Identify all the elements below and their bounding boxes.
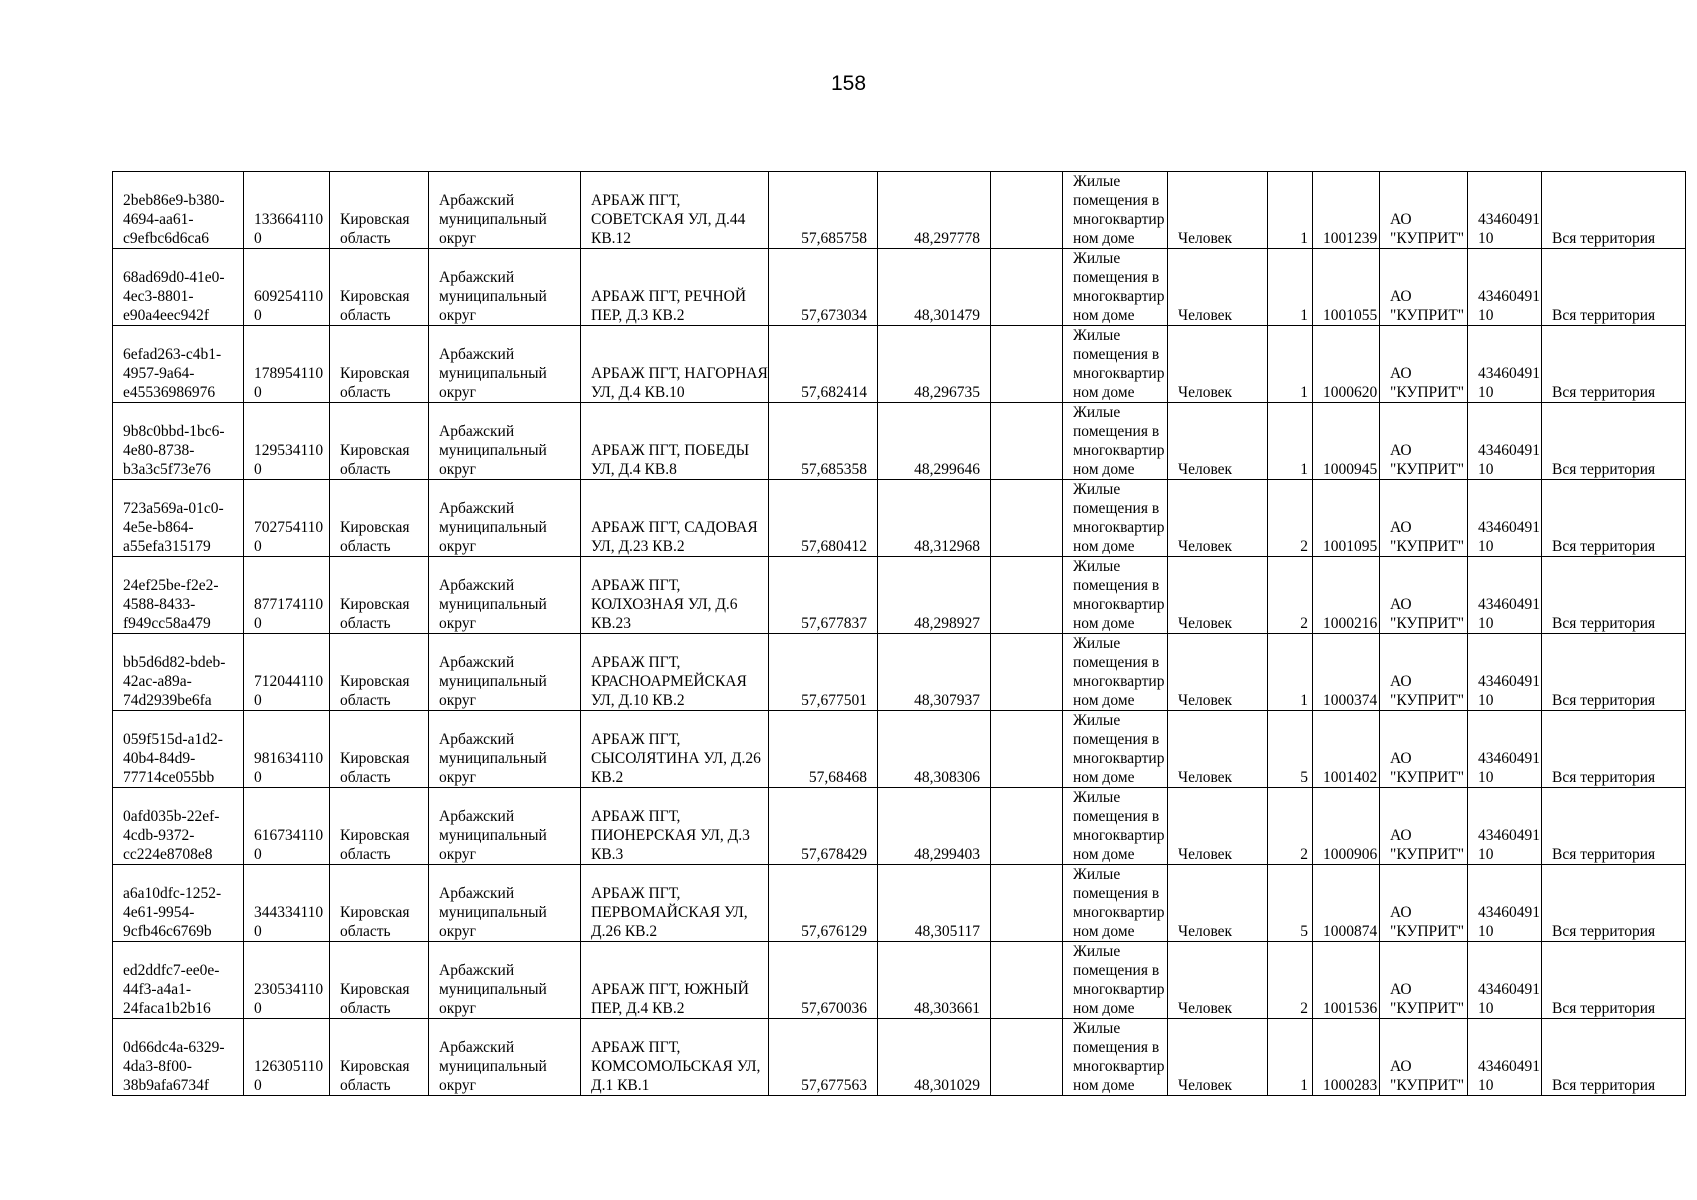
page-number: 158 xyxy=(830,72,867,95)
code-cell: 1789541100 xyxy=(244,326,330,403)
unit-cell: Человек xyxy=(1168,865,1268,942)
organization-cell: АО "КУПРИТ" xyxy=(1380,865,1468,942)
district-cell: Арбажский муниципальный округ xyxy=(429,1019,581,1096)
guid-cell: a6a10dfc-1252-4e61-9954-9cfb46c6769b xyxy=(113,865,244,942)
district-cell: Арбажский муниципальный округ xyxy=(429,942,581,1019)
address-cell: АРБАЖ ПГТ, НАГОРНАЯ УЛ, Д.4 КВ.10 xyxy=(581,326,769,403)
unit-cell: Человек xyxy=(1168,942,1268,1019)
empty-cell xyxy=(991,403,1063,480)
longitude-cell: 48,307937 xyxy=(878,634,991,711)
code-cell: 6092541100 xyxy=(244,249,330,326)
organization-cell: АО "КУПРИТ" xyxy=(1380,480,1468,557)
count-cell: 1 xyxy=(1268,634,1313,711)
unit-cell: Человек xyxy=(1168,403,1268,480)
guid-cell: 2beb86e9-b380-4694-aa61-c9efbc6d6ca6 xyxy=(113,172,244,249)
inn-cell: 4346049110 xyxy=(1468,1019,1542,1096)
unit-cell: Человек xyxy=(1168,557,1268,634)
empty-cell xyxy=(991,557,1063,634)
inn-cell: 4346049110 xyxy=(1468,942,1542,1019)
guid-cell: 6efad263-c4b1-4957-9a64-e45536986976 xyxy=(113,326,244,403)
guid-cell: 059f515d-a1d2-40b4-84d9-77714ce055bb xyxy=(113,711,244,788)
territory-cell: Вся территория xyxy=(1542,788,1686,865)
longitude-cell: 48,296735 xyxy=(878,326,991,403)
service-code-cell: 1001055 xyxy=(1313,249,1380,326)
territory-cell: Вся территория xyxy=(1542,711,1686,788)
object-type-cell: Жилые помещения в многоквартирном доме xyxy=(1063,942,1168,1019)
count-cell: 2 xyxy=(1268,942,1313,1019)
table-row xyxy=(113,480,1686,557)
inn-cell: 4346049110 xyxy=(1468,480,1542,557)
inn-cell: 4346049110 xyxy=(1468,326,1542,403)
address-cell: АРБАЖ ПГТ, КОЛХОЗНАЯ УЛ, Д.6 КВ.23 xyxy=(581,557,769,634)
longitude-cell: 48,305117 xyxy=(878,865,991,942)
count-cell: 1 xyxy=(1268,326,1313,403)
longitude-cell: 48,301029 xyxy=(878,1019,991,1096)
address-cell: АРБАЖ ПГТ, САДОВАЯ УЛ, Д.23 КВ.2 xyxy=(581,480,769,557)
object-type-cell: Жилые помещения в многоквартирном доме xyxy=(1063,711,1168,788)
longitude-cell: 48,301479 xyxy=(878,249,991,326)
count-cell: 1 xyxy=(1268,172,1313,249)
longitude-cell: 48,308306 xyxy=(878,711,991,788)
district-cell: Арбажский муниципальный округ xyxy=(429,480,581,557)
object-type-cell: Жилые помещения в многоквартирном доме xyxy=(1063,557,1168,634)
organization-cell: АО "КУПРИТ" xyxy=(1380,172,1468,249)
region-cell: Кировская область xyxy=(330,249,429,326)
latitude-cell: 57,685358 xyxy=(769,403,878,480)
organization-cell: АО "КУПРИТ" xyxy=(1380,249,1468,326)
address-cell: АРБАЖ ПГТ, ПЕРВОМАЙСКАЯ УЛ, Д.26 КВ.2 xyxy=(581,865,769,942)
unit-cell: Человек xyxy=(1168,249,1268,326)
service-code-cell: 1001402 xyxy=(1313,711,1380,788)
code-cell: 2305341100 xyxy=(244,942,330,1019)
table-row xyxy=(113,557,1686,634)
address-cell: АРБАЖ ПГТ, СЫСОЛЯТИНА УЛ, Д.26 КВ.2 xyxy=(581,711,769,788)
territory-cell: Вся территория xyxy=(1542,1019,1686,1096)
latitude-cell: 57,670036 xyxy=(769,942,878,1019)
longitude-cell: 48,312968 xyxy=(878,480,991,557)
territory-cell: Вся территория xyxy=(1542,634,1686,711)
organization-cell: АО "КУПРИТ" xyxy=(1380,634,1468,711)
empty-cell xyxy=(991,249,1063,326)
service-code-cell: 1000374 xyxy=(1313,634,1380,711)
table-row xyxy=(113,788,1686,865)
district-cell: Арбажский муниципальный округ xyxy=(429,711,581,788)
latitude-cell: 57,673034 xyxy=(769,249,878,326)
code-cell: 9816341100 xyxy=(244,711,330,788)
address-cell: АРБАЖ ПГТ, РЕЧНОЙ ПЕР, Д.3 КВ.2 xyxy=(581,249,769,326)
address-cell: АРБАЖ ПГТ, ЮЖНЫЙ ПЕР, Д.4 КВ.2 xyxy=(581,942,769,1019)
territory-cell: Вся территория xyxy=(1542,480,1686,557)
longitude-cell: 48,303661 xyxy=(878,942,991,1019)
count-cell: 1 xyxy=(1268,249,1313,326)
latitude-cell: 57,677563 xyxy=(769,1019,878,1096)
region-cell: Кировская область xyxy=(330,1019,429,1096)
count-cell: 2 xyxy=(1268,557,1313,634)
code-cell: 1263051100 xyxy=(244,1019,330,1096)
territory-cell: Вся территория xyxy=(1542,557,1686,634)
table-row xyxy=(113,326,1686,403)
table-row xyxy=(113,634,1686,711)
longitude-cell: 48,299403 xyxy=(878,788,991,865)
empty-cell xyxy=(991,865,1063,942)
object-type-cell: Жилые помещения в многоквартирном доме xyxy=(1063,403,1168,480)
inn-cell: 4346049110 xyxy=(1468,557,1542,634)
guid-cell: 723a569a-01c0-4e5e-b864-a55efa315179 xyxy=(113,480,244,557)
region-cell: Кировская область xyxy=(330,172,429,249)
unit-cell: Человек xyxy=(1168,634,1268,711)
table-row xyxy=(113,249,1686,326)
code-cell: 3443341100 xyxy=(244,865,330,942)
territory-cell: Вся территория xyxy=(1542,865,1686,942)
count-cell: 2 xyxy=(1268,788,1313,865)
service-code-cell: 1000906 xyxy=(1313,788,1380,865)
latitude-cell: 57,682414 xyxy=(769,326,878,403)
territory-cell: Вся территория xyxy=(1542,326,1686,403)
empty-cell xyxy=(991,480,1063,557)
latitude-cell: 57,677501 xyxy=(769,634,878,711)
region-cell: Кировская область xyxy=(330,711,429,788)
guid-cell: 68ad69d0-41e0-4ec3-8801-e90a4eec942f xyxy=(113,249,244,326)
table-row xyxy=(113,942,1686,1019)
count-cell: 1 xyxy=(1268,1019,1313,1096)
region-cell: Кировская область xyxy=(330,634,429,711)
empty-cell xyxy=(991,326,1063,403)
object-type-cell: Жилые помещения в многоквартирном доме xyxy=(1063,788,1168,865)
latitude-cell: 57,678429 xyxy=(769,788,878,865)
district-cell: Арбажский муниципальный округ xyxy=(429,172,581,249)
region-cell: Кировская область xyxy=(330,788,429,865)
region-cell: Кировская область xyxy=(330,865,429,942)
table-row xyxy=(113,865,1686,942)
guid-cell: 9b8c0bbd-1bc6-4e80-8738-b3a3c5f73e76 xyxy=(113,403,244,480)
count-cell: 1 xyxy=(1268,403,1313,480)
address-cell: АРБАЖ ПГТ, ПОБЕДЫ УЛ, Д.4 КВ.8 xyxy=(581,403,769,480)
district-cell: Арбажский муниципальный округ xyxy=(429,634,581,711)
district-cell: Арбажский муниципальный округ xyxy=(429,326,581,403)
service-code-cell: 1000874 xyxy=(1313,865,1380,942)
service-code-cell: 1001239 xyxy=(1313,172,1380,249)
longitude-cell: 48,297778 xyxy=(878,172,991,249)
district-cell: Арбажский муниципальный округ xyxy=(429,788,581,865)
code-cell: 7027541100 xyxy=(244,480,330,557)
code-cell: 8771741100 xyxy=(244,557,330,634)
unit-cell: Человек xyxy=(1168,480,1268,557)
region-cell: Кировская область xyxy=(330,480,429,557)
latitude-cell: 57,676129 xyxy=(769,865,878,942)
address-cell: АРБАЖ ПГТ, СОВЕТСКАЯ УЛ, Д.44 КВ.12 xyxy=(581,172,769,249)
organization-cell: АО "КУПРИТ" xyxy=(1380,788,1468,865)
inn-cell: 4346049110 xyxy=(1468,788,1542,865)
address-cell: АРБАЖ ПГТ, ПИОНЕРСКАЯ УЛ, Д.3 КВ.3 xyxy=(581,788,769,865)
guid-cell: 0afd035b-22ef-4cdb-9372-cc224e8708e8 xyxy=(113,788,244,865)
object-type-cell: Жилые помещения в многоквартирном доме xyxy=(1063,634,1168,711)
territory-cell: Вся территория xyxy=(1542,942,1686,1019)
empty-cell xyxy=(991,942,1063,1019)
unit-cell: Человек xyxy=(1168,172,1268,249)
unit-cell: Человек xyxy=(1168,1019,1268,1096)
table-row xyxy=(113,1019,1686,1096)
guid-cell: 0d66dc4a-6329-4da3-8f00-38b9afa6734f xyxy=(113,1019,244,1096)
table-row xyxy=(113,403,1686,480)
latitude-cell: 57,677837 xyxy=(769,557,878,634)
service-code-cell: 1000945 xyxy=(1313,403,1380,480)
district-cell: Арбажский муниципальный округ xyxy=(429,865,581,942)
organization-cell: АО "КУПРИТ" xyxy=(1380,942,1468,1019)
address-cell: АРБАЖ ПГТ, КОМСОМОЛЬСКАЯ УЛ, Д.1 КВ.1 xyxy=(581,1019,769,1096)
district-cell: Арбажский муниципальный округ xyxy=(429,249,581,326)
object-type-cell: Жилые помещения в многоквартирном доме xyxy=(1063,172,1168,249)
unit-cell: Человек xyxy=(1168,788,1268,865)
service-code-cell: 1000283 xyxy=(1313,1019,1380,1096)
inn-cell: 4346049110 xyxy=(1468,865,1542,942)
organization-cell: АО "КУПРИТ" xyxy=(1380,557,1468,634)
code-cell: 6167341100 xyxy=(244,788,330,865)
empty-cell xyxy=(991,711,1063,788)
registry-table xyxy=(112,171,1686,1096)
territory-cell: Вся территория xyxy=(1542,172,1686,249)
object-type-cell: Жилые помещения в многоквартирном доме xyxy=(1063,326,1168,403)
table-row xyxy=(113,711,1686,788)
inn-cell: 4346049110 xyxy=(1468,403,1542,480)
latitude-cell: 57,680412 xyxy=(769,480,878,557)
district-cell: Арбажский муниципальный округ xyxy=(429,403,581,480)
code-cell: 7120441100 xyxy=(244,634,330,711)
inn-cell: 4346049110 xyxy=(1468,634,1542,711)
object-type-cell: Жилые помещения в многоквартирном доме xyxy=(1063,865,1168,942)
unit-cell: Человек xyxy=(1168,326,1268,403)
organization-cell: АО "КУПРИТ" xyxy=(1380,1019,1468,1096)
organization-cell: АО "КУПРИТ" xyxy=(1380,326,1468,403)
object-type-cell: Жилые помещения в многоквартирном доме xyxy=(1063,1019,1168,1096)
code-cell: 1295341100 xyxy=(244,403,330,480)
longitude-cell: 48,298927 xyxy=(878,557,991,634)
region-cell: Кировская область xyxy=(330,403,429,480)
count-cell: 5 xyxy=(1268,711,1313,788)
organization-cell: АО "КУПРИТ" xyxy=(1380,711,1468,788)
count-cell: 2 xyxy=(1268,480,1313,557)
empty-cell xyxy=(991,172,1063,249)
longitude-cell: 48,299646 xyxy=(878,403,991,480)
guid-cell: bb5d6d82-bdeb-42ac-a89a-74d2939be6fa xyxy=(113,634,244,711)
latitude-cell: 57,685758 xyxy=(769,172,878,249)
territory-cell: Вся территория xyxy=(1542,249,1686,326)
territory-cell: Вся территория xyxy=(1542,403,1686,480)
object-type-cell: Жилые помещения в многоквартирном доме xyxy=(1063,480,1168,557)
service-code-cell: 1000620 xyxy=(1313,326,1380,403)
table-row xyxy=(113,172,1686,249)
unit-cell: Человек xyxy=(1168,711,1268,788)
count-cell: 5 xyxy=(1268,865,1313,942)
service-code-cell: 1001536 xyxy=(1313,942,1380,1019)
region-cell: Кировская область xyxy=(330,557,429,634)
inn-cell: 4346049110 xyxy=(1468,711,1542,788)
address-cell: АРБАЖ ПГТ, КРАСНОАРМЕЙСКАЯ УЛ, Д.10 КВ.2 xyxy=(581,634,769,711)
service-code-cell: 1000216 xyxy=(1313,557,1380,634)
region-cell: Кировская область xyxy=(330,326,429,403)
empty-cell xyxy=(991,788,1063,865)
district-cell: Арбажский муниципальный округ xyxy=(429,557,581,634)
latitude-cell: 57,68468 xyxy=(769,711,878,788)
organization-cell: АО "КУПРИТ" xyxy=(1380,403,1468,480)
guid-cell: ed2ddfc7-ee0e-44f3-a4a1-24faca1b2b16 xyxy=(113,942,244,1019)
inn-cell: 4346049110 xyxy=(1468,249,1542,326)
empty-cell xyxy=(991,1019,1063,1096)
region-cell: Кировская область xyxy=(330,942,429,1019)
inn-cell: 4346049110 xyxy=(1468,172,1542,249)
object-type-cell: Жилые помещения в многоквартирном доме xyxy=(1063,249,1168,326)
empty-cell xyxy=(991,634,1063,711)
table-body xyxy=(113,172,1686,1096)
code-cell: 1336641100 xyxy=(244,172,330,249)
service-code-cell: 1001095 xyxy=(1313,480,1380,557)
guid-cell: 24ef25be-f2e2-4588-8433-f949cc58a479 xyxy=(113,557,244,634)
